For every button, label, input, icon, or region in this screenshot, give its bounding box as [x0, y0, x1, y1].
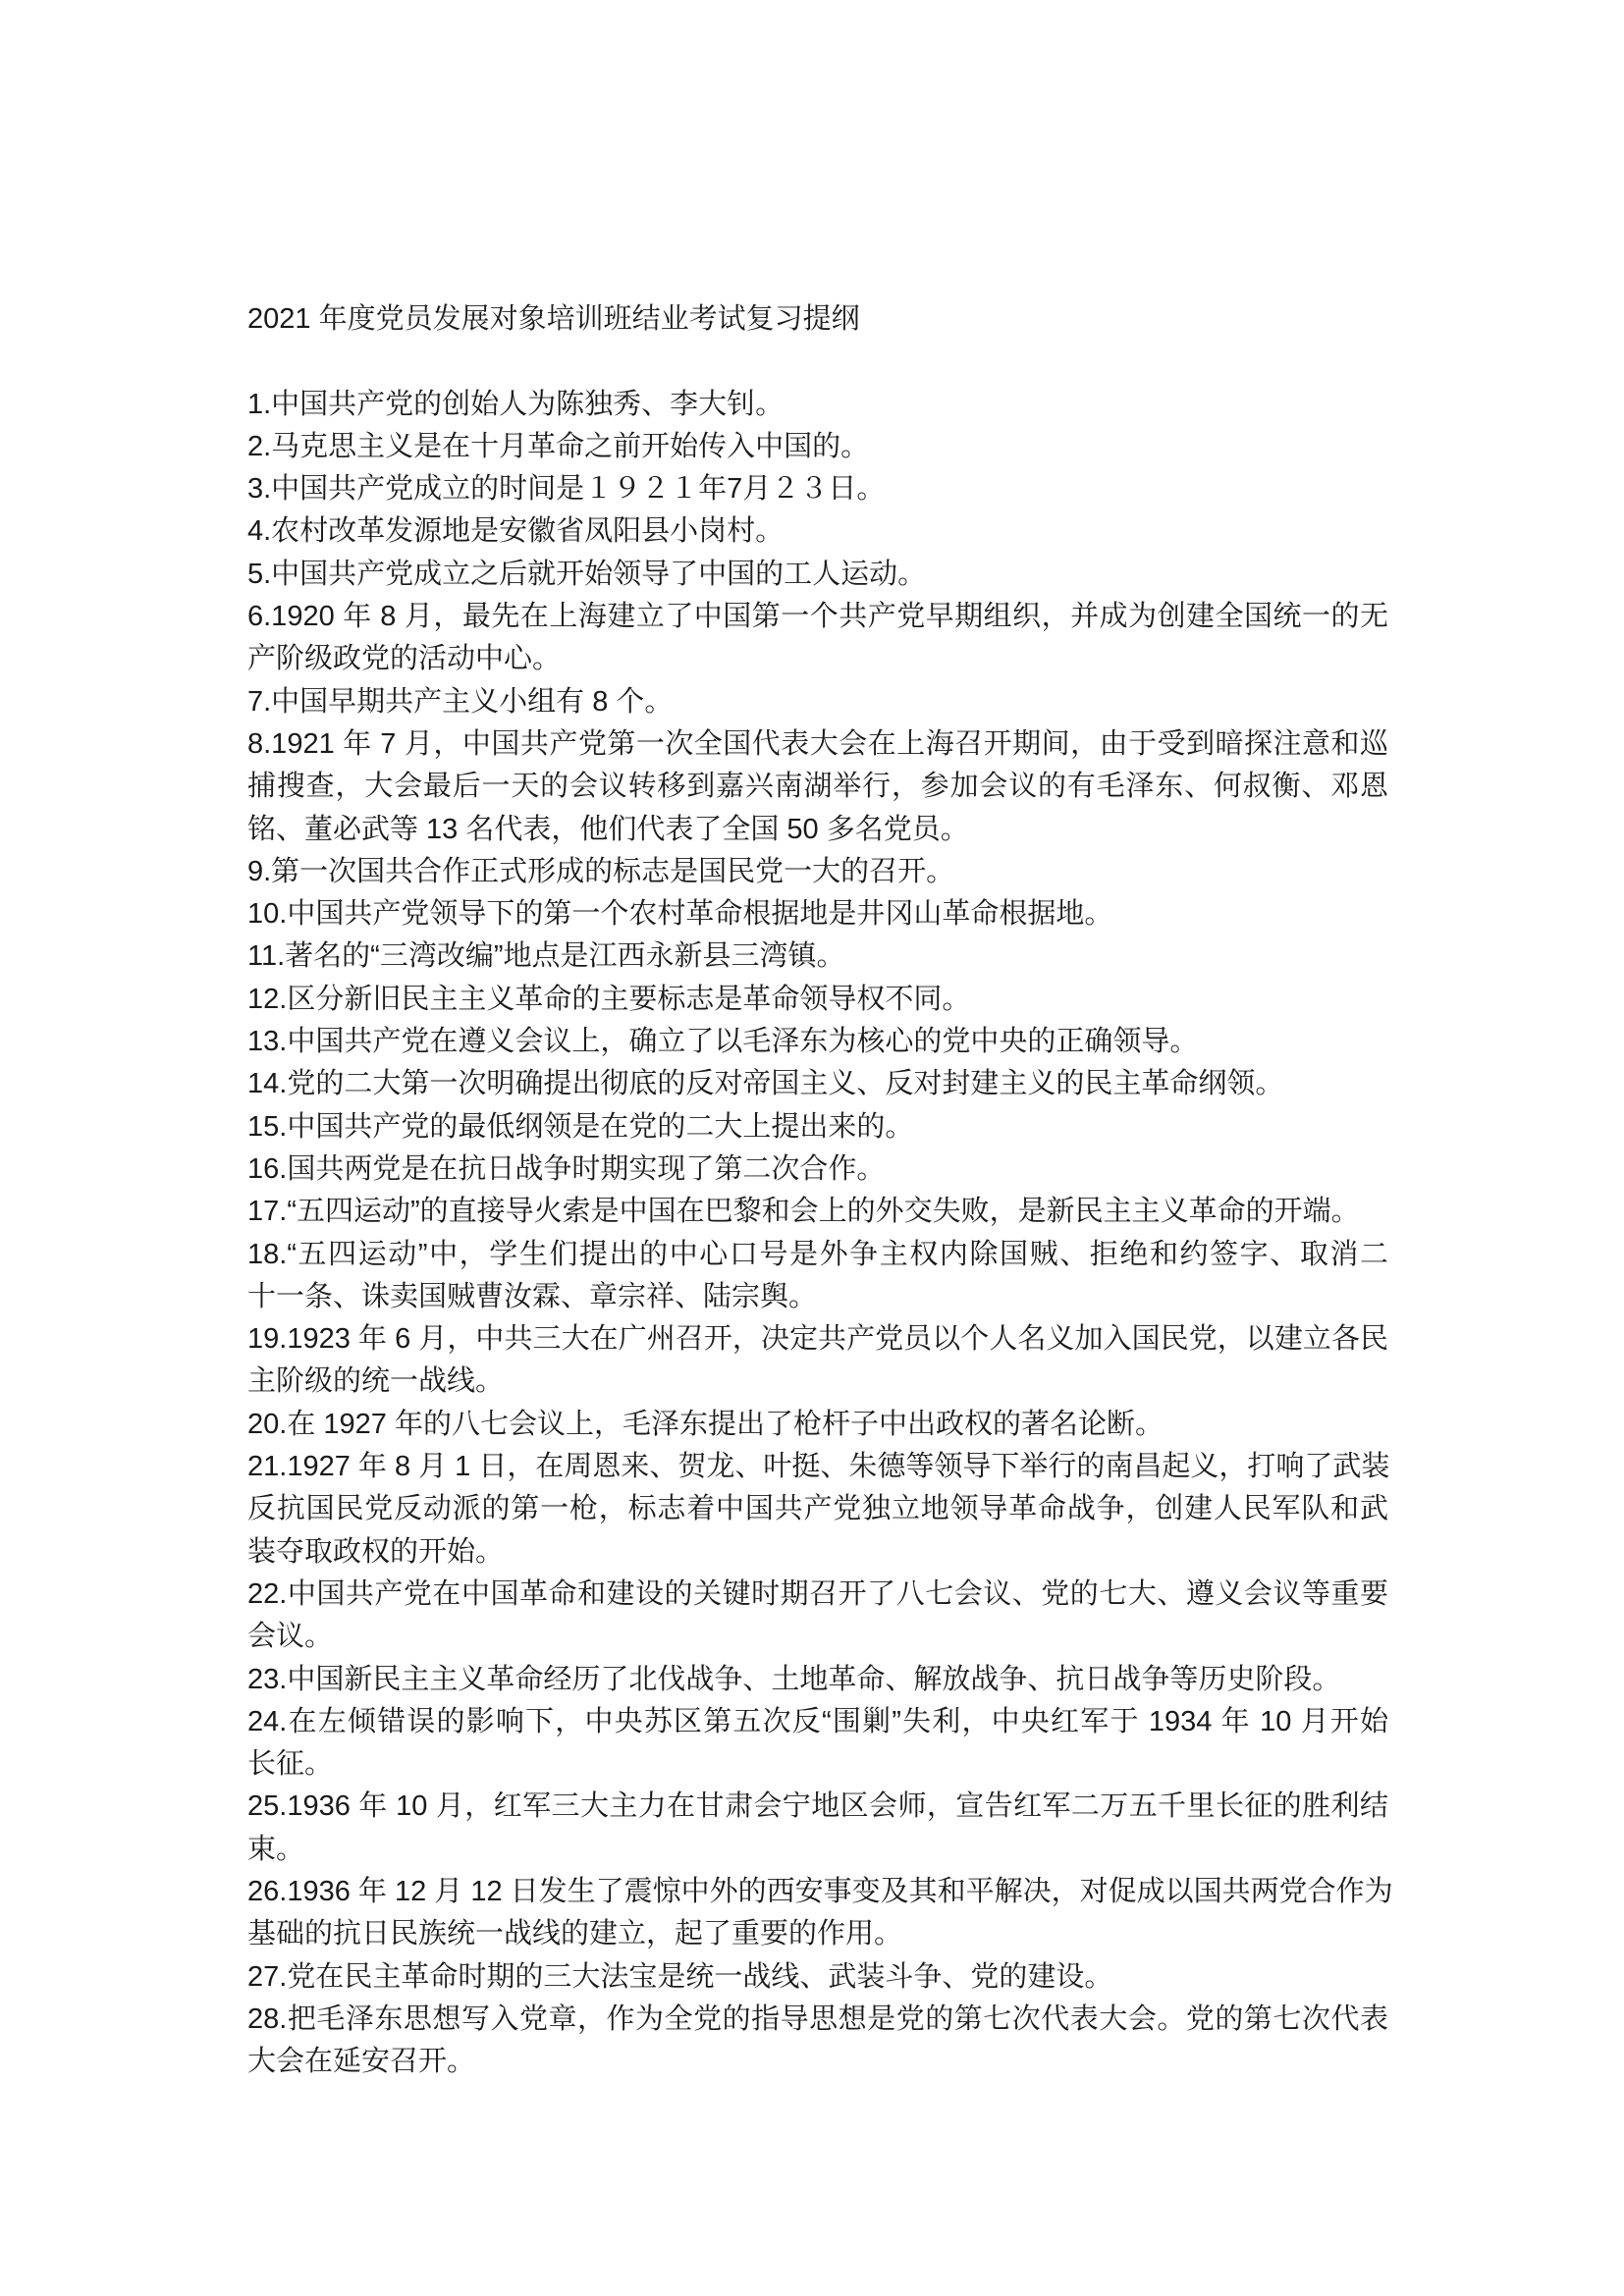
review-item	[247, 935, 1388, 978]
review-item	[247, 1786, 1388, 1871]
review-item-line: 十一条、诛卖国贼曹汝霖、章宗祥、陆宗舆。	[247, 1280, 818, 1312]
review-item-line: 捕搜查，大会最后一天的会议转移到嘉兴南湖举行，参加会议的有毛泽东、何叔衡、邓恩	[247, 771, 1388, 803]
review-item-line: 19.1923 年 6 月，中共三大在广州召开，决定共产党员以个人名义加入国民党，以建立各民	[247, 1323, 1388, 1356]
review-item	[247, 1148, 1388, 1191]
review-item	[247, 1404, 1388, 1446]
review-item-line: 14.党的二大第一次明确提出彻底的反对帝国主义、反对封建主义的民主革命纲领。	[247, 1068, 1284, 1100]
review-item-line: 3.中国共产党成立的时间是１９２１年7月２３日。	[247, 473, 886, 506]
review-item-line: 22.中国共产党在中国革命和建设的关键时期召开了八七会议、党的七大、遵义会议等重要	[247, 1577, 1388, 1610]
review-item-line: 反抗国民党反动派的第一枪，标志着中国共产党独立地领导革命战争，创建人民军队和武	[247, 1493, 1388, 1525]
review-item-line: 26.1936 年 12 月 12 日发生了震惊中外的西安事变及其和平解决，对促成以国共两党合作为	[247, 1875, 1393, 1907]
review-item-line: 7.中国早期共产主义小组有 8 个。	[247, 685, 674, 718]
review-item	[247, 893, 1388, 935]
review-item-line: 11.著名的“三湾改编”地点是江西永新县三湾镇。	[247, 940, 845, 973]
review-item-line: 28.把毛泽东思想写入党章，作为全党的指导思想是党的第七次代表大会。党的第七次代表	[247, 2002, 1388, 2035]
review-item-line: 铭、董必武等 13 名代表，他们代表了全国 50 多名党员。	[247, 813, 969, 845]
review-item	[247, 468, 1388, 510]
review-item-line: 9.第一次国共合作正式形成的标志是国民党一大的召开。	[247, 855, 955, 887]
review-item	[247, 723, 1388, 851]
review-item-line: 基础的抗日民族统一战线的建立，起了重要的作用。	[247, 1918, 903, 1950]
review-item	[247, 979, 1388, 1021]
review-item-line: 18.“五四运动”中，学生们提出的中心口号是外争主权内除国贼、拒绝和约签字、取消二	[247, 1238, 1388, 1270]
review-item	[247, 851, 1388, 893]
review-item-line: 20.在 1927 年的八七会议上，毛泽东提出了枪杆子中出政权的著名论断。	[247, 1408, 1164, 1440]
review-item-line: 15.中国共产党的最低纲领是在党的二大上提出来的。	[247, 1110, 914, 1143]
review-item-line: 23.中国新民主主义革命经历了北伐战争、土地革命、解放战争、抗日战争等历史阶段。	[247, 1663, 1341, 1695]
review-item-line: 长征。	[247, 1748, 334, 1781]
review-item	[247, 596, 1388, 681]
review-item	[247, 426, 1388, 468]
review-item	[247, 1446, 1388, 1574]
review-item-line: 会议。	[247, 1621, 334, 1653]
review-item	[247, 1574, 1388, 1659]
review-item	[247, 1106, 1388, 1148]
review-item	[247, 554, 1388, 596]
review-item-line: 1.中国共产党的创始人为陈独秀、李大钊。	[247, 388, 785, 420]
review-item-line: 25.1936 年 10 月，红军三大主力在甘肃会宁地区会师，宣告红军二万五千里长征的胜利结	[247, 1790, 1388, 1823]
review-item-line: 13.中国共产党在遵义会议上，确立了以毛泽东为核心的党中央的正确领导。	[247, 1026, 1199, 1058]
review-item-line: 装夺取政权的开始。	[247, 1535, 505, 1568]
document-body	[247, 298, 1393, 2083]
review-item-line: 主阶级的统一战线。	[247, 1365, 505, 1398]
review-item	[247, 1956, 1388, 1999]
blank-line	[247, 341, 1388, 383]
review-item-line: 8.1921 年 7 月，中国共产党第一次全国代表大会在上海召开期间，由于受到暗探注意和巡	[247, 727, 1388, 760]
review-item	[247, 1318, 1388, 1404]
review-item-line: 5.中国共产党成立之后就开始领导了中国的工人运动。	[247, 558, 927, 590]
review-item-line: 2.马克思主义是在十月革命之前开始传入中国的。	[247, 430, 870, 462]
review-item-list	[247, 384, 1393, 2084]
review-item-line: 16.国共两党是在抗日战争时期实现了第二次合作。	[247, 1152, 886, 1185]
review-item-line: 21.1927 年 8 月 1 日，在周恩来、贺龙、叶挺、朱德等领导下举行的南昌起义，打响了武装	[247, 1451, 1390, 1483]
review-item	[247, 384, 1388, 426]
review-item-line: 10.中国共产党领导下的第一个农村革命根据地是井冈山革命根据地。	[247, 898, 1113, 931]
review-item	[247, 1999, 1388, 2084]
review-item	[247, 1063, 1388, 1105]
review-item-line: 束。	[247, 1833, 305, 1865]
review-item	[247, 1191, 1388, 1233]
review-item	[247, 1701, 1388, 1787]
review-item-line: 17.“五四运动”的直接导火索是中国在巴黎和会上的外交失败，是新民主主义革命的开端。	[247, 1196, 1360, 1228]
review-item	[247, 1871, 1393, 1956]
review-item-line: 27.党在民主革命时期的三大法宝是统一战线、武装斗争、党的建设。	[247, 1960, 1113, 1993]
review-item-line: 大会在延安召开。	[247, 2046, 476, 2078]
review-item	[247, 681, 1388, 723]
review-item	[247, 1234, 1388, 1319]
review-item-line: 12.区分新旧民主主义革命的主要标志是革命领导权不同。	[247, 983, 971, 1015]
review-item	[247, 510, 1388, 553]
review-item-line: 产阶级政党的活动中心。	[247, 643, 562, 675]
document-title: 2021 年度党员发展对象培训班结业考试复习提纲	[247, 303, 860, 335]
review-item-line: 24.在左倾错误的影响下，中央苏区第五次反“围剿”失利，中央红军于 1934 年 10 月开始	[247, 1705, 1388, 1737]
review-item	[247, 1021, 1388, 1063]
review-item	[247, 1659, 1388, 1701]
review-item-line: 4.农村改革发源地是安徽省凤阳县小岗村。	[247, 515, 785, 548]
review-item-line: 6.1920 年 8 月，最先在上海建立了中国第一个共产党早期组织，并成为创建全国统一的无	[247, 601, 1388, 633]
